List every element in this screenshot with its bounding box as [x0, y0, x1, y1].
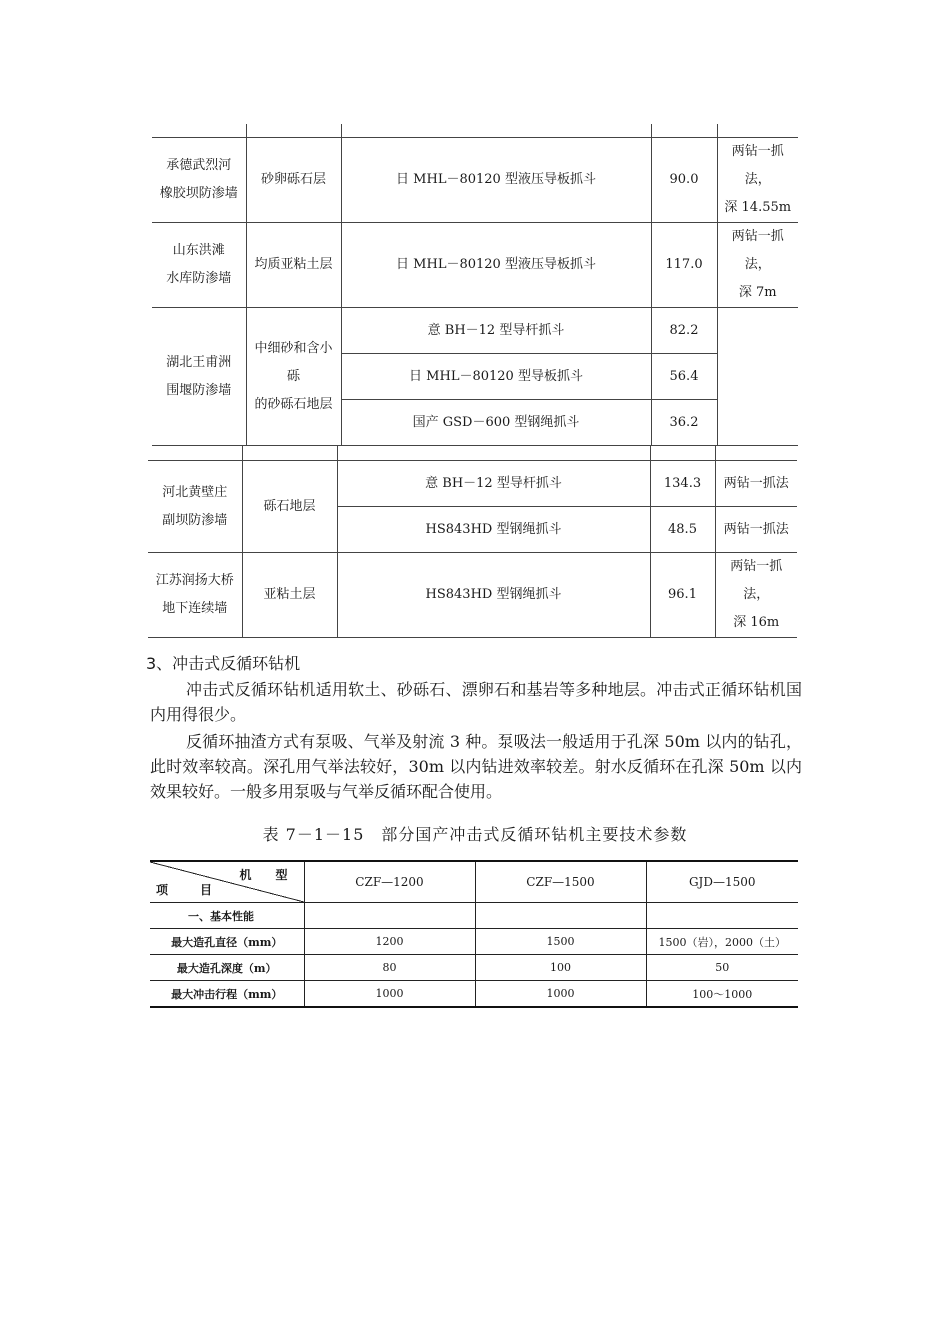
paragraph: 反循环抽渣方式有泵吸、气举及射流 3 种。泵吸法一般适用于孔深 50m 以内的钻孔，此时效率较高。深孔用气举法较好，30m 以内钻进效率较差。射水反循环在孔深 50m 以内效果较好。一般多用泵吸与气举反循环配合使用。 [150, 732, 802, 801]
table-row [150, 929, 798, 955]
machine-cell: HS843HD 型钢绳抓斗 [337, 553, 650, 638]
value-cell: 48.5 [650, 507, 715, 553]
method-cell: 两钻一抓法， 深 7m [717, 223, 798, 308]
paragraph: 冲击式反循环钻机适用软土、砂砾石、漂卵石和基岩等多种地层。冲击式正循环钻机国内用得很少。 [150, 680, 802, 724]
table-header-row [150, 861, 798, 903]
value-cell: 100 [475, 955, 646, 981]
empty-cell [304, 903, 475, 929]
model-header: CZF—1500 [475, 861, 646, 903]
table2-top-stub [650, 446, 651, 460]
section-label: 一、基本性能 [150, 903, 304, 929]
table1-bottom-stub [717, 428, 718, 436]
machine-cell: 意 BH－12 型导杆抓斗 [341, 308, 651, 354]
row-label: 最大冲击行程（mm） [150, 981, 304, 1008]
project-cell: 承德武烈河 橡胶坝防渗墙 [152, 138, 246, 223]
project-cell: 江苏润扬大桥 地下连续墙 [148, 553, 242, 638]
stratum-cell: 均质亚粘土层 [246, 223, 341, 308]
machine-cell: 日 MHL－80120 型液压导板抓斗 [341, 138, 651, 223]
project-cell: 河北黄壁庄 副坝防渗墙 [148, 461, 242, 553]
value-cell: 36.2 [651, 400, 717, 446]
table1-top-stub [246, 124, 247, 137]
table-row [152, 223, 798, 308]
table-row [150, 903, 798, 929]
value-cell: 100～1000 [646, 981, 798, 1008]
table1-top-stub [717, 124, 718, 137]
stratum-cell: 亚粘土层 [242, 553, 337, 638]
value-cell: 1500（岩），2000（土） [646, 929, 798, 955]
method-cell: 两钻一抓法， 深 16m [715, 553, 797, 638]
table-row [148, 553, 797, 638]
value-cell: 1000 [304, 981, 475, 1008]
method-cell: 两钻一抓法 [715, 507, 797, 553]
machine-cell: 意 BH－12 型导杆抓斗 [337, 461, 650, 507]
value-cell: 117.0 [651, 223, 717, 308]
table2-top-stub [337, 446, 338, 460]
table-row [152, 308, 798, 354]
table-caption: 表 7－1－15 部分国产冲击式反循环钻机主要技术参数 [262, 825, 688, 844]
row-label: 最大造孔深度（m） [150, 955, 304, 981]
machine-cell: 日 MHL－80120 型导板抓斗 [341, 354, 651, 400]
machine-cell: HS843HD 型钢绳抓斗 [337, 507, 650, 553]
model-header: CZF—1200 [304, 861, 475, 903]
machine-cell: 日 MHL－80120 型液压导板抓斗 [341, 223, 651, 308]
table2-top-stub [242, 446, 243, 460]
value-cell: 50 [646, 955, 798, 981]
value-cell: 96.1 [650, 553, 715, 638]
drilling-results-table-1 [152, 137, 798, 446]
drilling-results-table-2 [148, 460, 797, 638]
value-cell: 1000 [475, 981, 646, 1008]
table2-top-stub [715, 446, 716, 460]
table-row [152, 138, 798, 223]
table1-top-stub [341, 124, 342, 137]
value-cell: 1500 [475, 929, 646, 955]
project-cell: 湖北王甫洲 围堰防渗墙 [152, 308, 246, 446]
table1-bottom-stub [246, 428, 247, 436]
table-row [148, 461, 797, 507]
stratum-cell: 砂卵砾石层 [246, 138, 341, 223]
method-cell: 两钻一抓法 [715, 461, 797, 507]
diagonal-header-cell [150, 861, 304, 903]
project-cell: 山东洪滩 水库防渗墙 [152, 223, 246, 308]
empty-cell [475, 903, 646, 929]
method-cell [717, 308, 798, 446]
value-cell: 82.2 [651, 308, 717, 354]
table1-bottom-stub [341, 428, 342, 436]
value-cell: 56.4 [651, 354, 717, 400]
method-cell: 两钻一抓法， 深 14.55m [717, 138, 798, 223]
table1-bottom-stub [651, 428, 652, 436]
value-cell: 80 [304, 955, 475, 981]
value-cell: 90.0 [651, 138, 717, 223]
row-label: 最大造孔直径（mm） [150, 929, 304, 955]
header-model-label: 机 型 [239, 868, 294, 882]
drill-spec-table [150, 860, 798, 1008]
table1-top-stub [651, 124, 652, 137]
stratum-cell: 中细砂和含小砾 的砂砾石地层 [246, 308, 341, 446]
header-item-label: 项 目 [156, 883, 223, 897]
table-row [150, 955, 798, 981]
stratum-cell: 砾石地层 [242, 461, 337, 553]
table-row [150, 981, 798, 1008]
value-cell: 134.3 [650, 461, 715, 507]
empty-cell [646, 903, 798, 929]
machine-cell: 国产 GSD－600 型钢绳抓斗 [341, 400, 651, 446]
model-header: GJD—1500 [646, 861, 798, 903]
section-heading: 3、冲击式反循环钻机 [146, 654, 301, 673]
value-cell: 1200 [304, 929, 475, 955]
